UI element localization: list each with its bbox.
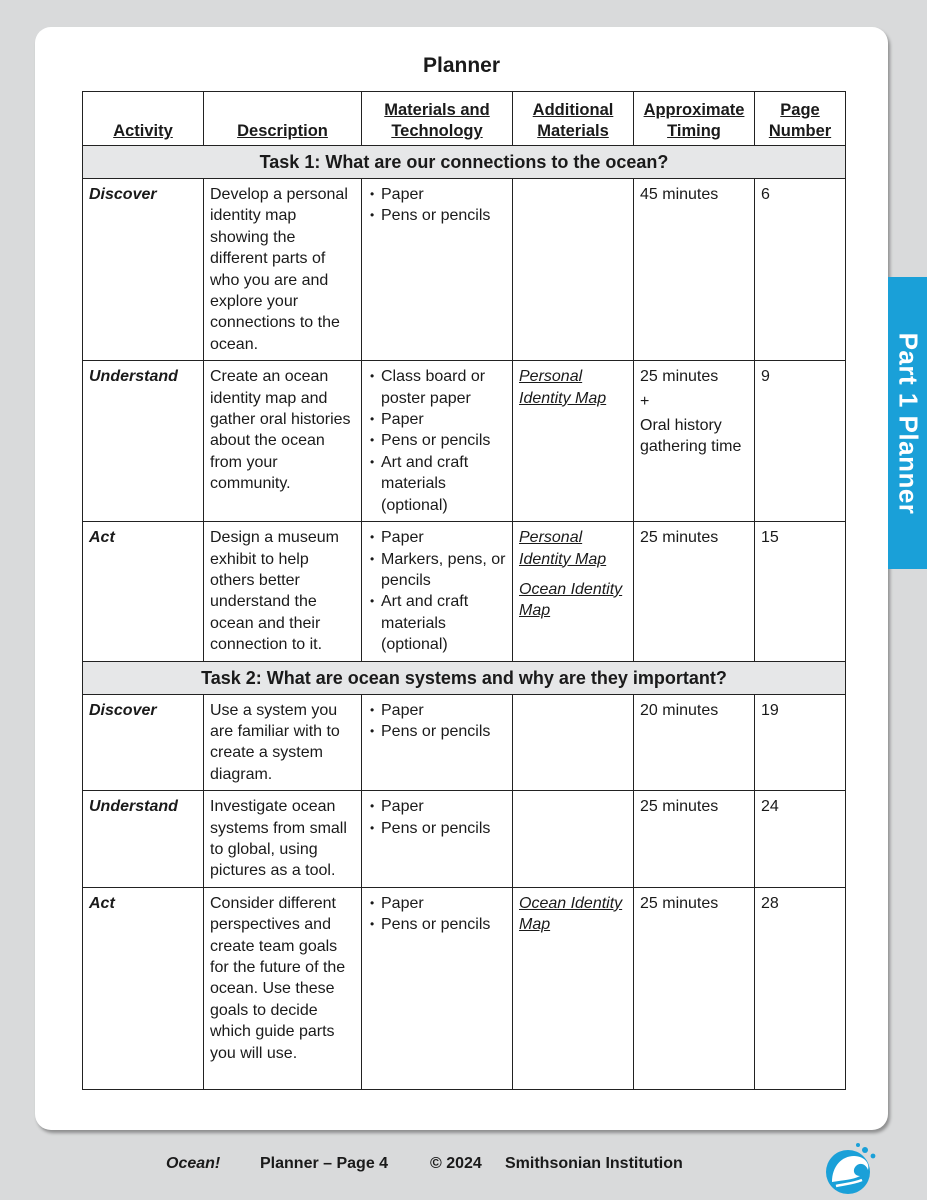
- materials-list: [368, 796, 506, 839]
- timing-value: 25 minutes: [640, 529, 719, 547]
- header-additional-text: Additional Materials: [532, 101, 614, 140]
- additional-cell: [513, 887, 634, 1089]
- side-tab[interactable]: [888, 277, 927, 569]
- activity-name: Discover: [83, 694, 204, 791]
- timing-value: 25 minutes: [640, 368, 719, 386]
- additional-link[interactable]: Ocean Identity Map: [519, 580, 623, 620]
- timing-value: 25 minutes: [640, 894, 719, 912]
- activity-name: Understand: [83, 791, 204, 888]
- header-row: [83, 92, 846, 146]
- wave-logo-icon: [822, 1136, 880, 1196]
- material-item: • Art and craft materials (optional): [381, 452, 506, 516]
- additional-cell: [513, 179, 634, 361]
- material-item: • Paper: [381, 796, 506, 817]
- header-materials: [362, 92, 513, 146]
- timing-value: 45 minutes: [640, 186, 719, 203]
- page-number: 6: [755, 179, 846, 361]
- header-additional: [513, 92, 634, 146]
- activity-description: Investigate ocean systems from small to global, using pictures as a tool.: [204, 791, 362, 888]
- material-item: • Art and craft materials (optional): [381, 591, 506, 655]
- activity-description: Use a system you are familiar with to create a system diagram.: [204, 694, 362, 791]
- materials-cell: [362, 887, 513, 1089]
- timing-cell: [634, 791, 755, 888]
- activity-row: [83, 791, 846, 888]
- page-number: 24: [755, 791, 846, 888]
- activity-name: Act: [83, 522, 204, 661]
- footer-organization: Smithsonian Institution: [505, 1155, 683, 1172]
- task-title: Task 2: What are ocean systems and why are they important?: [83, 661, 846, 694]
- materials-cell: [362, 694, 513, 791]
- additional-cell: [513, 522, 634, 661]
- header-activity: Activity: [83, 92, 204, 146]
- activity-row: [83, 522, 846, 661]
- task-row: [83, 661, 846, 694]
- header-materials-text: Materials and Technology: [384, 101, 490, 140]
- material-item: • Paper: [381, 893, 506, 914]
- additional-link[interactable]: Personal Identity Map: [519, 368, 607, 407]
- page-number: 19: [755, 694, 846, 791]
- materials-list: [368, 184, 506, 227]
- materials-list: [368, 700, 506, 743]
- activity-row: [83, 179, 846, 361]
- material-item: • Pens or pencils: [381, 914, 506, 935]
- material-item: • Pens or pencils: [381, 818, 506, 839]
- footer-book-title: Ocean!: [166, 1155, 221, 1172]
- header-timing: [634, 92, 755, 146]
- timing-cell: [634, 361, 755, 522]
- material-item: • Class board or poster paper: [381, 366, 506, 409]
- timing-value: 25 minutes: [640, 798, 719, 816]
- footer: [0, 1155, 927, 1177]
- activity-row: [83, 694, 846, 791]
- materials-cell: [362, 791, 513, 888]
- material-item: • Paper: [381, 184, 506, 205]
- materials-cell: [362, 179, 513, 361]
- materials-cell: [362, 361, 513, 522]
- header-page-text: Page Number: [768, 101, 832, 140]
- page-number: 9: [755, 361, 846, 522]
- additional-cell: [513, 361, 634, 522]
- materials-cell: [362, 522, 513, 661]
- footer-copyright: © 2024: [430, 1155, 482, 1172]
- activity-row: [83, 361, 846, 522]
- material-item: • Paper: [381, 527, 506, 548]
- additional-link[interactable]: Ocean Identity Map: [519, 894, 623, 934]
- material-item: • Markers, pens, or pencils: [381, 549, 506, 592]
- material-item: • Pens or pencils: [381, 721, 506, 742]
- page-number: 15: [755, 522, 846, 661]
- activity-name: Discover: [83, 179, 204, 361]
- header-page: [755, 92, 846, 146]
- materials-list: [368, 527, 506, 655]
- activity-row: [83, 887, 846, 1089]
- task-title: Task 1: What are our connections to the ocean?: [83, 146, 846, 179]
- additional-cell: [513, 791, 634, 888]
- activity-description: Design a museum exhibit to help others better understand the ocean and their connection to it.: [204, 522, 362, 661]
- material-item: • Pens or pencils: [381, 430, 506, 451]
- materials-list: [368, 366, 506, 516]
- activity-description: Consider different perspectives and create team goals for the future of the ocean. Use these goals to decide which guide parts you will use.: [204, 887, 362, 1089]
- timing-cell: [634, 179, 755, 361]
- timing-value: 20 minutes: [640, 701, 719, 719]
- timing-cell: [634, 522, 755, 661]
- task-row: [83, 146, 846, 179]
- page-number: 28: [755, 887, 846, 1089]
- material-item: • Pens or pencils: [381, 205, 506, 226]
- material-item: • Paper: [381, 700, 506, 721]
- activity-name: Act: [83, 887, 204, 1089]
- additional-link[interactable]: Personal Identity Map: [519, 529, 607, 568]
- activity-name: Understand: [83, 361, 204, 522]
- additional-cell: [513, 694, 634, 791]
- material-item: • Paper: [381, 409, 506, 430]
- footer-page-label: Planner – Page 4: [260, 1155, 389, 1172]
- materials-list: [368, 893, 506, 936]
- planner-table: [82, 91, 846, 1090]
- timing-extra: Oral history gathering time: [640, 417, 742, 456]
- side-tab-label: Part 1 Planner: [893, 332, 924, 514]
- timing-cell: [634, 887, 755, 1089]
- activity-description: Create an ocean identity map and gather oral histories about the ocean from your community.: [204, 361, 362, 522]
- header-timing-text: Approximate Timing: [643, 101, 745, 140]
- header-description: Description: [204, 92, 362, 146]
- activity-description: Develop a personal identity map showing the different parts of who you are and explore your connections to the ocean.: [204, 179, 362, 361]
- timing-cell: [634, 694, 755, 791]
- page-title: Planner: [422, 54, 501, 77]
- timing-plus: +: [640, 392, 650, 410]
